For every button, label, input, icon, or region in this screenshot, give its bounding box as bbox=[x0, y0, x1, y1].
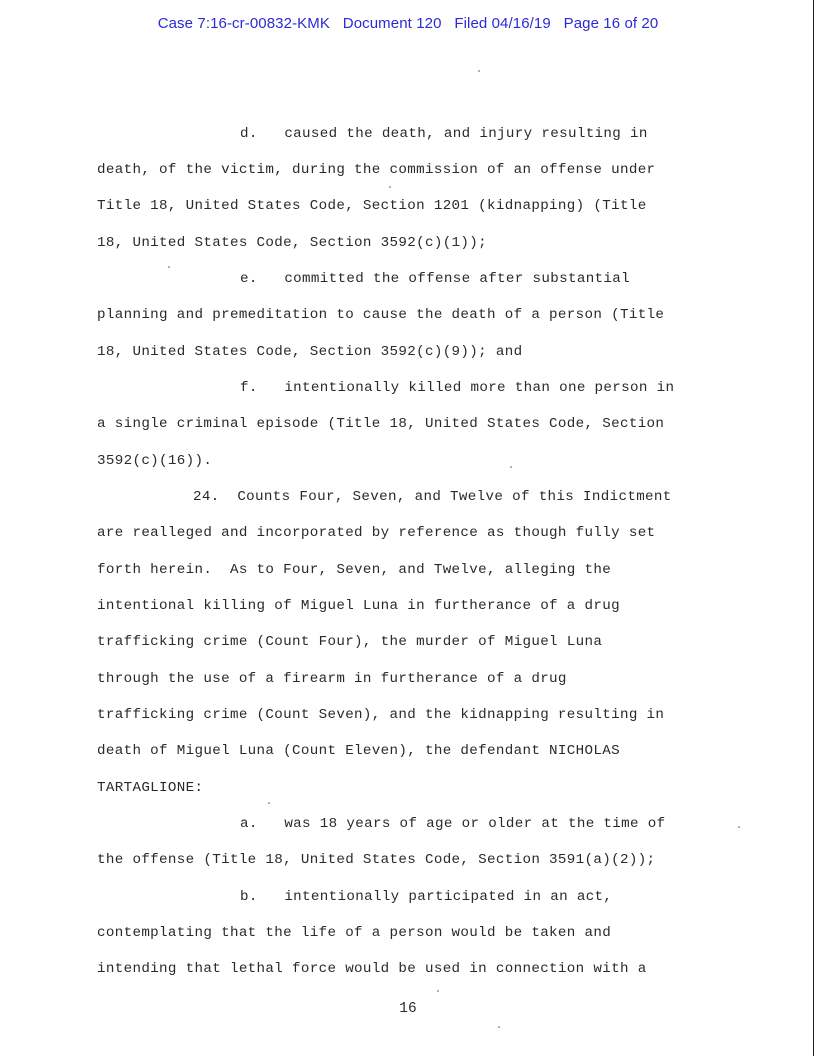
paragraph-line: a. was 18 years of age or older at the time of bbox=[240, 816, 666, 832]
scan-speck bbox=[389, 186, 391, 188]
page-edge-border bbox=[813, 0, 814, 1056]
paragraph-line: through the use of a firearm in furtherance of a drug bbox=[97, 671, 567, 687]
scan-speck bbox=[437, 990, 439, 992]
scan-speck bbox=[478, 70, 480, 72]
paragraph-line: contemplating that the life of a person would be taken and bbox=[97, 925, 612, 941]
paragraph-line: death of Miguel Luna (Count Eleven), the defendant NICHOLAS bbox=[97, 743, 620, 759]
scan-speck bbox=[738, 826, 740, 828]
paragraph-line: f. intentionally killed more than one person in bbox=[240, 380, 675, 396]
paragraph-line: d. caused the death, and injury resulting in bbox=[240, 126, 648, 142]
paragraph-line: b. intentionally participated in an act, bbox=[240, 889, 613, 905]
scan-speck bbox=[268, 802, 270, 804]
paragraph-line: e. committed the offense after substantial bbox=[240, 271, 631, 287]
paragraph-line: are realleged and incorporated by reference as though fully set bbox=[97, 525, 656, 541]
paragraph-line: the offense (Title 18, United States Code, Section 3591(a)(2)); bbox=[97, 852, 656, 868]
paragraph-line: trafficking crime (Count Seven), and the kidnapping resulting in bbox=[97, 707, 665, 723]
page-number: 16 bbox=[399, 1001, 417, 1017]
paragraph-line: forth herein. As to Four, Seven, and Twelve, alleging the bbox=[97, 562, 612, 578]
paragraph-line: TARTAGLIONE: bbox=[97, 780, 204, 796]
paragraph-line: a single criminal episode (Title 18, United States Code, Section bbox=[97, 416, 665, 432]
scan-speck bbox=[498, 1026, 500, 1028]
paragraph-line: 24. Counts Four, Seven, and Twelve of this Indictment bbox=[193, 489, 672, 505]
paragraph-line: Title 18, United States Code, Section 1201 (kidnapping) (Title bbox=[97, 198, 647, 214]
paragraph-line: death, of the victim, during the commission of an offense under bbox=[97, 162, 656, 178]
paragraph-line: intentional killing of Miguel Luna in furtherance of a drug bbox=[97, 598, 620, 614]
scan-speck bbox=[168, 266, 170, 268]
paragraph-line: planning and premeditation to cause the death of a person (Title bbox=[97, 307, 665, 323]
case-header: Case 7:16-cr-00832-KMK Document 120 Filed 04/16/19 Page 16 of 20 bbox=[157, 15, 659, 32]
paragraph-line: 3592(c)(16)). bbox=[97, 453, 213, 469]
paragraph-line: 18, United States Code, Section 3592(c)(9)); and bbox=[97, 344, 523, 360]
paragraph-line: 18, United States Code, Section 3592(c)(1)); bbox=[97, 235, 488, 251]
paragraph-line: trafficking crime (Count Four), the murder of Miguel Luna bbox=[97, 634, 603, 650]
scan-speck bbox=[510, 466, 512, 468]
paragraph-line: intending that lethal force would be used in connection with a bbox=[97, 961, 647, 977]
